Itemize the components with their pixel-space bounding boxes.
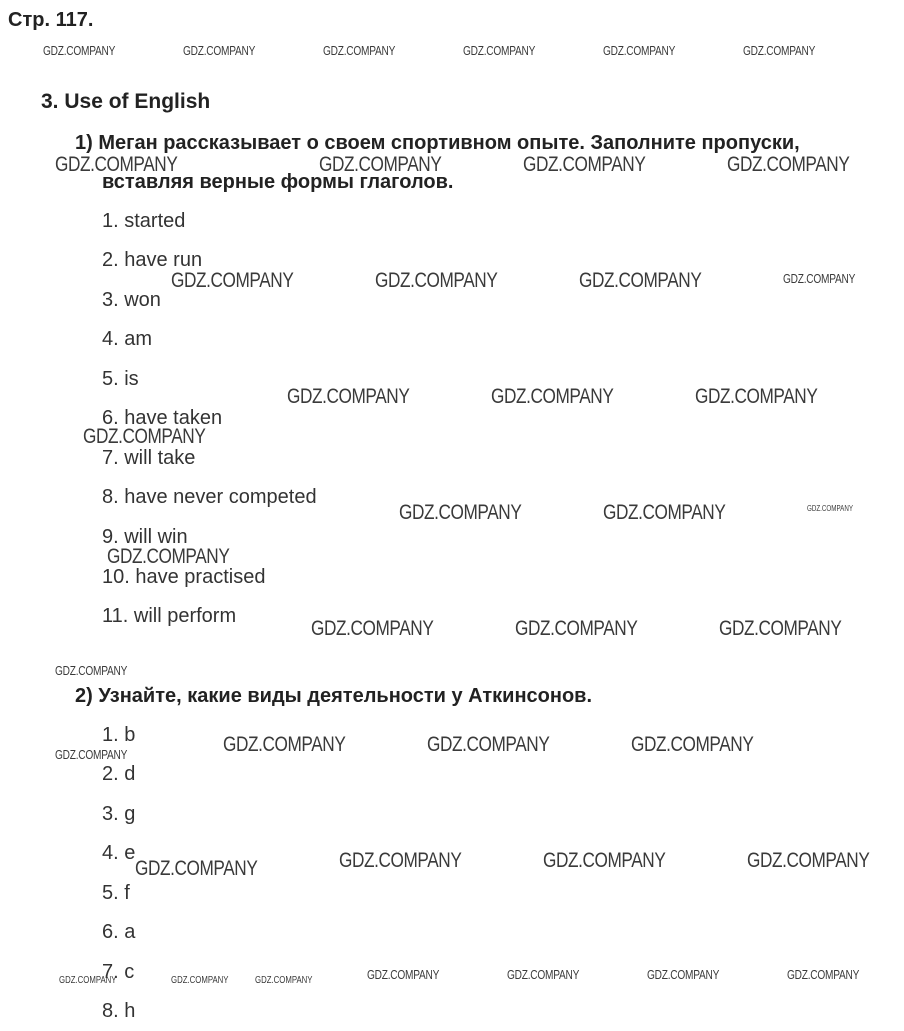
task2-answer-6: 6. a — [102, 921, 136, 943]
watermark: GDZ.COMPANY — [171, 975, 229, 986]
watermark: GDZ.COMPANY — [603, 43, 676, 58]
watermark: GDZ.COMPANY — [367, 967, 440, 982]
watermark: GDZ.COMPANY — [183, 43, 256, 58]
watermark: GDZ.COMPANY — [399, 501, 522, 524]
task1-answer-7: 7. will take — [102, 447, 196, 469]
task2-answer-4: 4. e — [102, 842, 136, 864]
watermark: GDZ.COMPANY — [223, 733, 346, 756]
watermark: GDZ.COMPANY — [55, 153, 178, 176]
task1-title-line2: вставляя верные формы глаголов. — [102, 171, 454, 193]
watermark: GDZ.COMPANY — [783, 271, 856, 286]
watermark: GDZ.COMPANY — [83, 425, 206, 448]
watermark: GDZ.COMPANY — [135, 857, 258, 880]
watermark: GDZ.COMPANY — [807, 504, 853, 513]
watermark: GDZ.COMPANY — [695, 385, 818, 408]
watermark: GDZ.COMPANY — [647, 967, 720, 982]
watermark: GDZ.COMPANY — [319, 153, 442, 176]
task2-answer-3: 3. g — [102, 803, 136, 825]
watermark: GDZ.COMPANY — [463, 43, 536, 58]
task1-answer-3: 3. won — [102, 289, 161, 311]
watermark: GDZ.COMPANY — [747, 849, 870, 872]
task2-answer-7: 7. c — [102, 961, 135, 983]
task1-title-line1: 1) Меган рассказывает о своем спортивном опыте. Заполните пропуски, — [75, 132, 800, 154]
watermark: GDZ.COMPANY — [743, 43, 816, 58]
watermark: GDZ.COMPANY — [719, 617, 842, 640]
task1-answer-6: 6. have taken — [102, 407, 223, 429]
task2-answer-8: 8. h — [102, 1000, 136, 1022]
watermark: GDZ.COMPANY — [255, 975, 313, 986]
task1-answer-5: 5. is — [102, 368, 139, 390]
watermark: GDZ.COMPANY — [523, 153, 646, 176]
watermark: GDZ.COMPANY — [507, 967, 580, 982]
task1-answer-9: 9. will win — [102, 526, 188, 548]
watermark: GDZ.COMPANY — [323, 43, 396, 58]
watermark: GDZ.COMPANY — [311, 617, 434, 640]
watermark: GDZ.COMPANY — [55, 747, 128, 762]
task1-answer-1: 1. started — [102, 210, 186, 232]
page-title: Стр. 117. — [8, 9, 94, 31]
task2-answer-2: 2. d — [102, 763, 136, 785]
task2-answer-5: 5. f — [102, 882, 130, 904]
watermark: GDZ.COMPANY — [107, 545, 230, 568]
watermark: GDZ.COMPANY — [287, 385, 410, 408]
watermark: GDZ.COMPANY — [543, 849, 666, 872]
watermark: GDZ.COMPANY — [515, 617, 638, 640]
watermark: GDZ.COMPANY — [43, 43, 116, 58]
task2-answer-1: 1. b — [102, 724, 136, 746]
watermark: GDZ.COMPANY — [55, 663, 128, 678]
watermark: GDZ.COMPANY — [491, 385, 614, 408]
watermark: GDZ.COMPANY — [427, 733, 550, 756]
watermark: GDZ.COMPANY — [171, 269, 294, 292]
watermark: GDZ.COMPANY — [59, 975, 117, 986]
watermark: GDZ.COMPANY — [339, 849, 462, 872]
task1-answer-2: 2. have run — [102, 249, 203, 271]
watermark: GDZ.COMPANY — [579, 269, 702, 292]
task2-title: 2) Узнайте, какие виды деятельности у Аткинсонов. — [75, 685, 593, 707]
watermark: GDZ.COMPANY — [727, 153, 850, 176]
watermark: GDZ.COMPANY — [603, 501, 726, 524]
task1-answer-11: 11. will perform — [102, 605, 237, 627]
watermark: GDZ.COMPANY — [787, 967, 860, 982]
task1-answer-4: 4. am — [102, 328, 153, 350]
section-title: 3. Use of English — [41, 90, 211, 113]
task1-answer-8: 8. have never competed — [102, 486, 317, 508]
watermark: GDZ.COMPANY — [375, 269, 498, 292]
task1-answer-10: 10. have practised — [102, 566, 266, 588]
watermark: GDZ.COMPANY — [631, 733, 754, 756]
